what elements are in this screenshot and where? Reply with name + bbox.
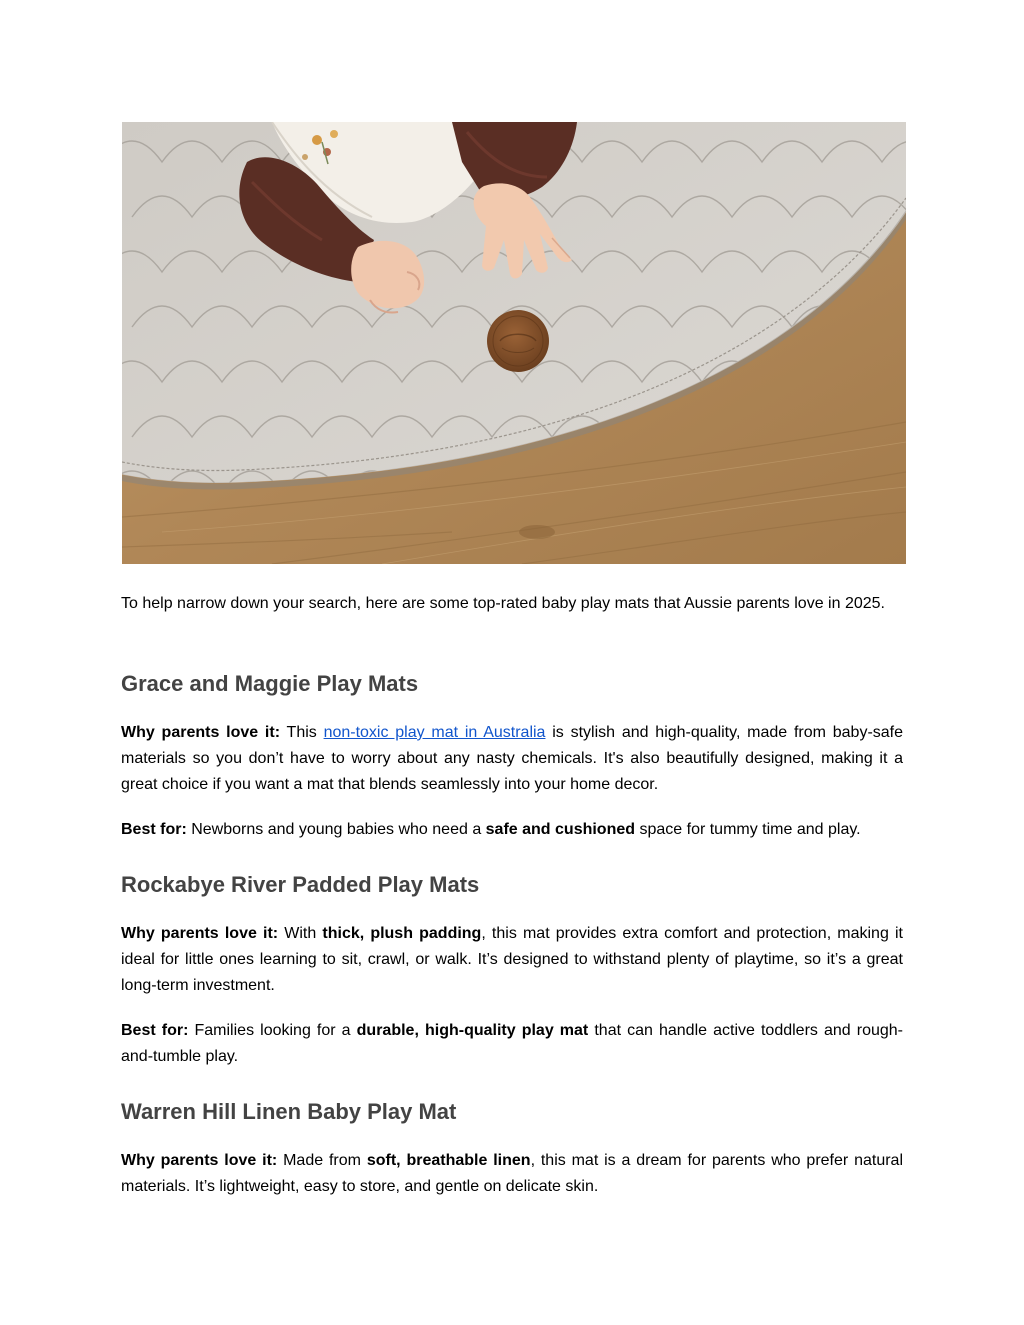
best-text-pre: Newborns and young babies who need a xyxy=(186,821,486,838)
why-text-bold: soft, breathable linen xyxy=(366,1152,531,1169)
paragraph-text xyxy=(121,720,903,798)
why-text-pre: With xyxy=(278,925,323,942)
non-toxic-play-mat-link[interactable]: non-toxic play mat in Australia xyxy=(323,724,546,741)
why-parents-love-it-paragraph xyxy=(121,720,903,798)
best-label: Best for: xyxy=(121,821,187,838)
why-text-post: is stylish and high-quality, made from baby-safe materials so you don’t have to worry about any nasty chemicals. It's also beautifully designed, making it a great choice if you want a mat that blends seamlessly into your home decor. xyxy=(121,724,904,793)
kairos-leather-badge-icon xyxy=(487,310,549,372)
why-label: Why parents love it: xyxy=(121,925,279,942)
paragraph-text xyxy=(121,1018,903,1070)
intro-paragraph: To help narrow down your search, here are some top-rated baby play mats that Aussie parents love in 2025. xyxy=(121,595,885,612)
why-label: Why parents love it: xyxy=(121,724,281,741)
why-text-pre: Made from xyxy=(277,1152,367,1169)
why-text-post: , this mat is a dream for parents who prefer natural materials. It’s lightweight, easy to store, and gentle on delicate skin. xyxy=(121,1152,903,1195)
why-text-post: , this mat provides extra comfort and protection, making it ideal for little ones learning to sit, crawl, or walk. It’s designed to withstand plenty of playtime, so it’s a great long-term investment. xyxy=(121,925,903,994)
why-parents-love-it-paragraph xyxy=(121,1148,903,1200)
intro-block xyxy=(121,591,903,617)
section-title: Grace and Maggie Play Mats xyxy=(121,671,419,696)
section-title: Rockabye River Padded Play Mats xyxy=(121,872,480,897)
paragraph-text xyxy=(121,1148,903,1200)
paragraph-text xyxy=(121,921,903,999)
best-for-paragraph xyxy=(121,817,903,843)
section-title: Warren Hill Linen Baby Play Mat xyxy=(121,1099,457,1124)
why-text-bold: thick, plush padding xyxy=(322,925,482,942)
best-text-post: space for tummy time and play. xyxy=(635,821,861,838)
why-label: Why parents love it: xyxy=(121,1152,278,1169)
best-for-paragraph xyxy=(121,1018,903,1070)
best-text-pre: Families looking for a xyxy=(188,1022,357,1039)
best-text-bold: durable, high-quality play mat xyxy=(356,1022,589,1039)
best-label: Best for: xyxy=(121,1022,189,1039)
play-mat-photo-illustration xyxy=(122,122,906,564)
best-text-post: that can handle active toddlers and rough-and-tumble play. xyxy=(121,1022,904,1065)
product-photo xyxy=(122,122,906,564)
why-parents-love-it-paragraph xyxy=(121,921,903,999)
why-text-pre: This xyxy=(280,724,324,741)
section-rockabye-river xyxy=(121,871,903,899)
section-grace-and-maggie xyxy=(121,670,903,698)
section-warren-hill xyxy=(121,1098,903,1126)
best-text-bold: safe and cushioned xyxy=(485,821,636,838)
paragraph-text xyxy=(121,817,903,843)
